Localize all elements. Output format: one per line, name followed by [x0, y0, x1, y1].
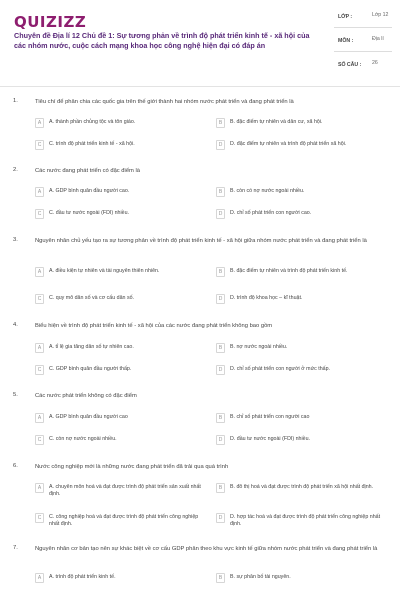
- divider: [334, 27, 392, 28]
- meta-count: [334, 56, 392, 76]
- option-letter-box: A: [35, 483, 44, 493]
- option-letter-box: D: [216, 294, 225, 304]
- option-letter-box: C: [35, 435, 44, 445]
- option-text: C. còn nợ nước ngoài nhiều.: [49, 436, 117, 442]
- question-text: Nước công nghiệp mới là những nước đang phát triển đã trải qua quá trình: [35, 464, 229, 470]
- option-text: A. GDP bình quân đầu người cao: [49, 414, 128, 420]
- meta-grade: [334, 8, 392, 28]
- option-letter-box: D: [216, 365, 225, 375]
- option-letter-box: A: [35, 343, 44, 353]
- worksheet-title: Chuyên đề Địa lí 12 Chủ đề 1: Sự tương phản về trình độ phát triển kinh tế - xã hội của các nhóm nước, cuộc cách mạng khoa học công nghệ hiện đại có đáp án: [14, 31, 310, 50]
- question-number: 7.: [13, 545, 18, 551]
- option-letter-box: B: [216, 343, 225, 353]
- option-letter-box: C: [35, 365, 44, 375]
- question-text: Biểu hiện về trình độ phát triển kinh tế - xã hội của các nước đang phát triển không bao gồm: [35, 323, 273, 329]
- option-text: C. GDP bình quân đầu người thấp.: [49, 366, 132, 372]
- question-number: 2.: [13, 167, 18, 173]
- option-text: C. trình độ phát triển kinh tế - xã hội.: [49, 141, 135, 147]
- option-text: B. đặc điểm tự nhiên và trình độ phát triển kinh tế.: [230, 268, 348, 274]
- option-letter-box: A: [35, 413, 44, 423]
- option-letter-box: B: [216, 483, 225, 493]
- option-text: D. chỉ số phát triển con người ở mức thấp.: [230, 366, 331, 372]
- option-letter-box: B: [216, 413, 225, 423]
- question-number: 1.: [13, 98, 18, 104]
- meta-grade-label: LỚP :: [338, 14, 353, 20]
- option-text: C. công nghiệp hoá và đạt được trình độ phát triển công nghiệp nhất định.: [49, 514, 199, 527]
- option-letter-box: D: [216, 513, 225, 523]
- option-text: A. GDP bình quân đầu người cao.: [49, 188, 130, 194]
- option-text: A. trình độ phát triển kinh tế.: [49, 574, 116, 580]
- option-letter-box: B: [216, 267, 225, 277]
- option-text: D. hợp tác hoá và đạt được trình độ phát triển công nghiệp nhất định.: [230, 514, 381, 527]
- meta-subject: [334, 32, 392, 52]
- option-text: D. trình độ khoa học – kĩ thuật.: [230, 295, 303, 301]
- option-text: B. đô thị hoá và đạt được trình độ phát triển xã hội nhất định.: [230, 484, 374, 490]
- question-number: 6.: [13, 463, 18, 469]
- option-text: B. nợ nước ngoài nhiều.: [230, 344, 288, 350]
- question-text: Các nước phát triển không có đặc điểm: [35, 393, 137, 399]
- option-text: A. chuyên môn hoá và đạt được trình độ phát triển sản xuất nhất định.: [49, 484, 201, 497]
- option-letter-box: B: [216, 118, 225, 128]
- option-text: B. sự phân bố tài nguyên.: [230, 574, 291, 580]
- option-letter-box: C: [35, 140, 44, 150]
- option-letter-box: C: [35, 513, 44, 523]
- option-letter-box: A: [35, 573, 44, 583]
- option-text: D. đầu tư nước ngoài (FDI) nhiều.: [230, 436, 311, 442]
- question-number: 3.: [13, 237, 18, 243]
- option-text: A. điều kiện tự nhiên và tài nguyên thiên nhiên.: [49, 268, 160, 274]
- question-text: Các nước đang phát triển có đặc điểm là: [35, 168, 140, 174]
- quizizz-logo[interactable]: QUIZIZZ: [14, 13, 87, 31]
- meta-subject-label: MÔN :: [338, 38, 354, 44]
- option-text: B. còn có nợ nước ngoài nhiều.: [230, 188, 305, 194]
- option-text: B. đặc điểm tự nhiên và dân cư, xã hội.: [230, 119, 323, 125]
- option-text: D. đặc điểm tự nhiên và trình độ phát triển xã hội.: [230, 141, 347, 147]
- question-number: 5.: [13, 392, 18, 398]
- header-divider: [0, 86, 400, 87]
- option-letter-box: A: [35, 267, 44, 277]
- option-letter-box: A: [35, 118, 44, 128]
- option-letter-box: D: [216, 140, 225, 150]
- question-text: Nguyên nhân chủ yếu tạo ra sự tương phản về trình độ phát triển kinh tế - xã hội giữa nhóm nước phát triển và đang phát triển là: [35, 238, 367, 244]
- option-text: A. tỉ lệ gia tăng dân số tự nhiên cao.: [49, 344, 134, 350]
- option-letter-box: C: [35, 294, 44, 304]
- option-letter-box: D: [216, 435, 225, 445]
- option-text: B. chỉ số phát triển con người cao: [230, 414, 310, 420]
- option-text: A. thành phần chủng tộc và tôn giáo.: [49, 119, 136, 125]
- option-letter-box: C: [35, 209, 44, 219]
- option-letter-box: B: [216, 573, 225, 583]
- meta-count-label: SỐ CÂU :: [338, 62, 362, 68]
- meta-subject-value: Địa lí: [372, 36, 384, 42]
- divider: [334, 51, 392, 52]
- option-text: C. đầu tư nước ngoài (FDI) nhiều.: [49, 210, 130, 216]
- meta-grade-value: Lớp 12: [372, 12, 389, 18]
- option-text: C. quy mô dân số và cơ cấu dân số.: [49, 295, 135, 301]
- meta-count-value: 26: [372, 60, 378, 66]
- question-number: 4.: [13, 322, 18, 328]
- option-text: D. chỉ số phát triển con người cao.: [230, 210, 312, 216]
- option-letter-box: B: [216, 187, 225, 197]
- question-text: Nguyên nhân cơ bản tạo nên sự khác biệt về cơ cấu GDP phân theo khu vực kinh tế giữa nhóm nước phát triển và đang phát triển là: [35, 546, 378, 552]
- question-text: Tiêu chí để phân chia các quốc gia trên thế giới thành hai nhóm nước phát triển và đang phát triển là: [35, 99, 294, 105]
- option-letter-box: A: [35, 187, 44, 197]
- worksheet-header: [0, 0, 400, 86]
- option-letter-box: D: [216, 209, 225, 219]
